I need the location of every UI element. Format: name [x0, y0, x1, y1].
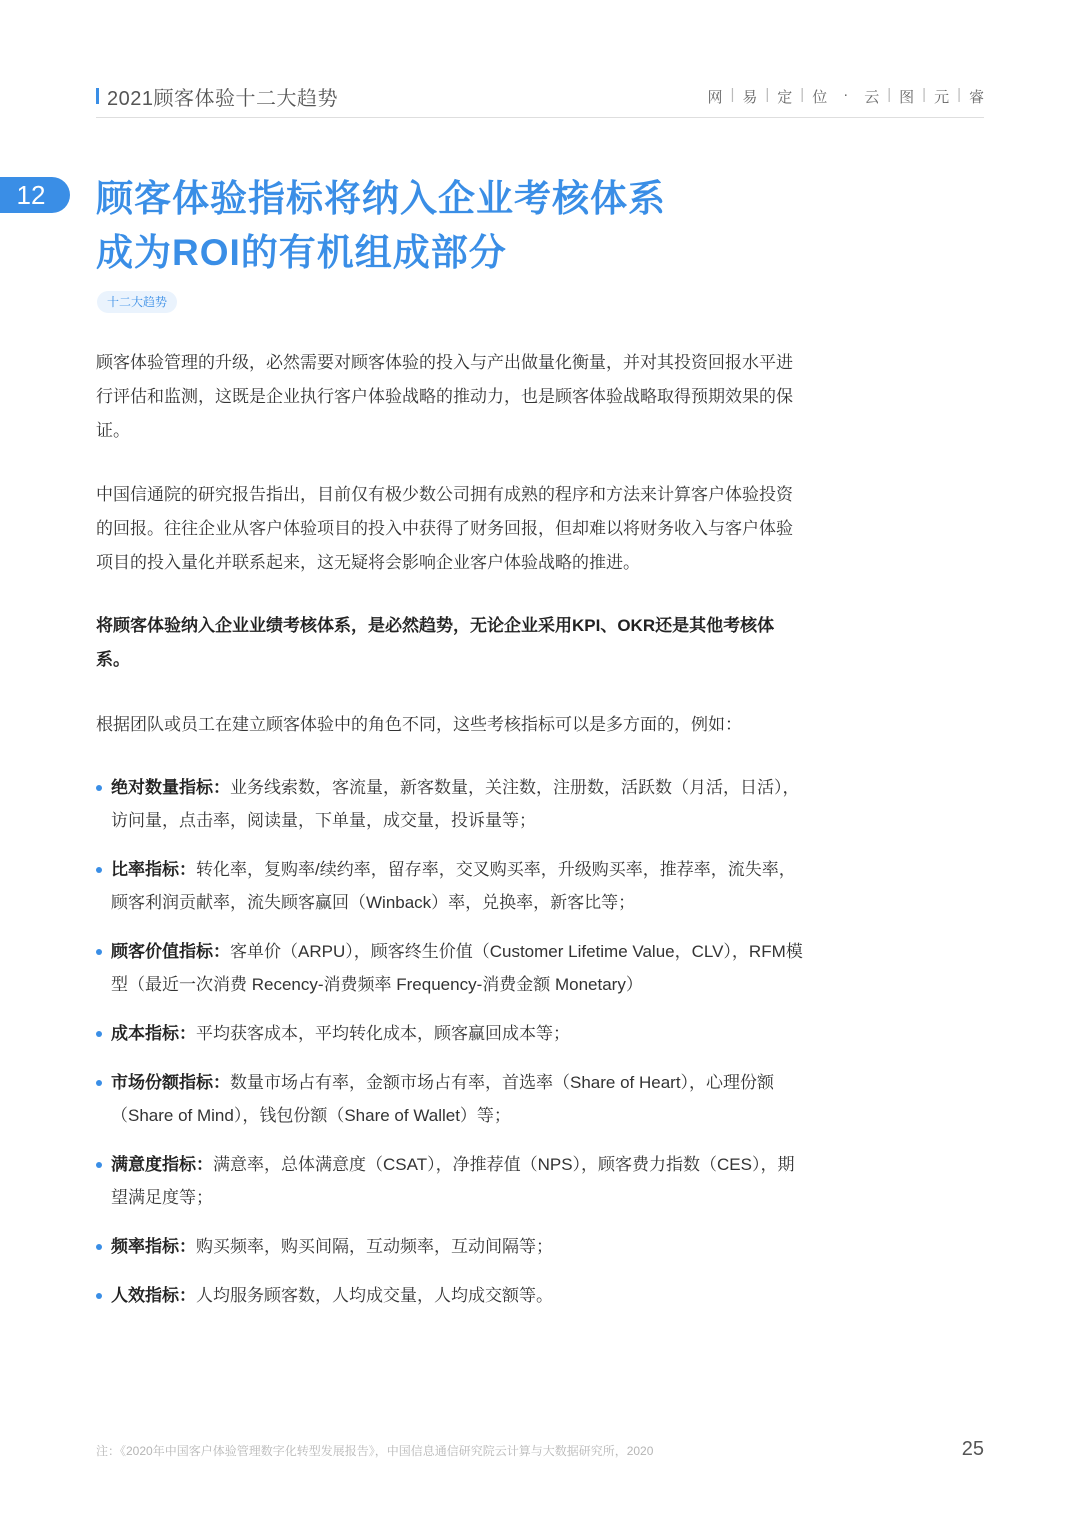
list-item: [96, 1279, 806, 1312]
brand-char: 网: [707, 89, 723, 106]
metric-text: 客单价（ARPU），顾客终生价值（Customer Lifetime Value，CLV），RFM模型（最近一次消费 Recency-消费频率 Frequency-消费金额 Monetary）: [111, 942, 803, 994]
paragraph-1: 顾客体验管理的升级，必然需要对顾客体验的投入与产出做量化衡量，并对其投资回报水平进行评估和监测，这既是企业执行客户体验战略的推动力，也是顾客体验战略取得预期效果的保证。: [96, 353, 793, 440]
brand-list: 网 | 易 | 定 | 位 · 云 | 图 | 元 | 睿: [707, 86, 984, 106]
metric-label: 满意度指标：: [111, 1155, 213, 1174]
bullet-dot-icon: [96, 1244, 102, 1250]
metric-text: 平均获客成本，平均转化成本，顾客赢回成本等；: [196, 1024, 570, 1043]
paragraph-2: 中国信通院的研究报告指出，目前仅有极少数公司拥有成熟的程序和方法来计算客户体验投资的回报。往往企业从客户体验项目的投入中获得了财务回报，但却难以将财务收入与客户体验项目的投入量化并联系起来，这无疑将会影响企业客户体验战略的推进。: [96, 485, 793, 572]
paragraph-4: 根据团队或员工在建立顾客体验中的角色不同，这些考核指标可以是多方面的，例如：: [96, 715, 742, 734]
header-divider: [96, 117, 984, 118]
metric-text: 购买频率，购买间隔，互动频率，互动间隔等；: [196, 1237, 553, 1256]
metric-label: 成本指标：: [111, 1024, 196, 1043]
brand-char: 元: [934, 89, 950, 106]
metric-label: 人效指标：: [111, 1286, 196, 1305]
metric-label: 比率指标：: [111, 860, 196, 879]
list-item: [96, 935, 806, 1001]
brand-char: 易: [742, 89, 758, 106]
metric-text: 数量市场占有率，金额市场占有率，首选率（Share of Heart），心理份额（Share of Mind），钱包份额（Share of Wallet）等；: [111, 1073, 775, 1125]
metric-label: 市场份额指标：: [111, 1073, 230, 1092]
brand-char: 定: [777, 89, 793, 106]
bullet-dot-icon: [96, 1080, 102, 1086]
list-item: [96, 1148, 806, 1214]
bullet-dot-icon: [96, 785, 102, 791]
bullet-dot-icon: [96, 1031, 102, 1037]
list-item: [96, 771, 806, 837]
trend-tag: 十二大趋势: [97, 291, 177, 313]
metrics-list: [96, 771, 806, 1328]
list-item: [96, 1066, 806, 1132]
metric-label: 顾客价值指标：: [111, 942, 230, 961]
list-item: [96, 1017, 806, 1050]
brand-char: 图: [899, 89, 915, 106]
metric-text: 满意率，总体满意度（CSAT），净推荐值（NPS），顾客费力指数（CES），期望满足度等；: [111, 1155, 795, 1207]
section-title: [96, 172, 666, 280]
metric-label: 频率指标：: [111, 1237, 196, 1256]
brand-char: ·: [843, 86, 849, 103]
section-title-line2: 成为ROI的有机组成部分: [96, 232, 507, 273]
metric-text: 人均服务顾客数，人均成交量，人均成交额等。: [196, 1286, 553, 1305]
footnote: 注：《2020年中国客户体验管理数字化转型发展报告》，中国信息通信研究院云计算与大数据研究所，2020: [96, 1444, 654, 1458]
list-item: [96, 853, 806, 919]
brand-char: 云: [864, 89, 880, 106]
metric-text: 业务线索数，客流量，新客数量，关注数，注册数，活跃数（月活，日活），访问量，点击率，阅读量，下单量，成交量，投诉量等；: [111, 778, 800, 830]
section-number-badge: 12: [0, 177, 70, 213]
section-title-line1: 顾客体验指标将纳入企业考核体系: [96, 178, 666, 219]
bullet-dot-icon: [96, 1162, 102, 1168]
brand-char: 睿: [968, 89, 984, 106]
bullet-dot-icon: [96, 867, 102, 873]
paragraph-3-emphasis: 将顾客体验纳入企业业绩考核体系，是必然趋势，无论企业采用KPI、OKR还是其他考核体系。: [96, 616, 775, 669]
brand-char: 位: [812, 89, 828, 106]
bullet-dot-icon: [96, 1293, 102, 1299]
report-title: 2021顾客体验十二大趋势: [107, 88, 338, 110]
metric-label: 绝对数量指标：: [111, 778, 230, 797]
metric-text: 转化率，复购率/续约率，留存率，交叉购买率，升级购买率，推荐率，流失率，顾客利润贡献率，流失顾客赢回（Winback）率，兑换率，新客比等；: [111, 860, 796, 912]
list-item: [96, 1230, 806, 1263]
page-number: 25: [961, 1438, 984, 1460]
header-accent-bar: [96, 88, 99, 104]
bullet-dot-icon: [96, 949, 102, 955]
